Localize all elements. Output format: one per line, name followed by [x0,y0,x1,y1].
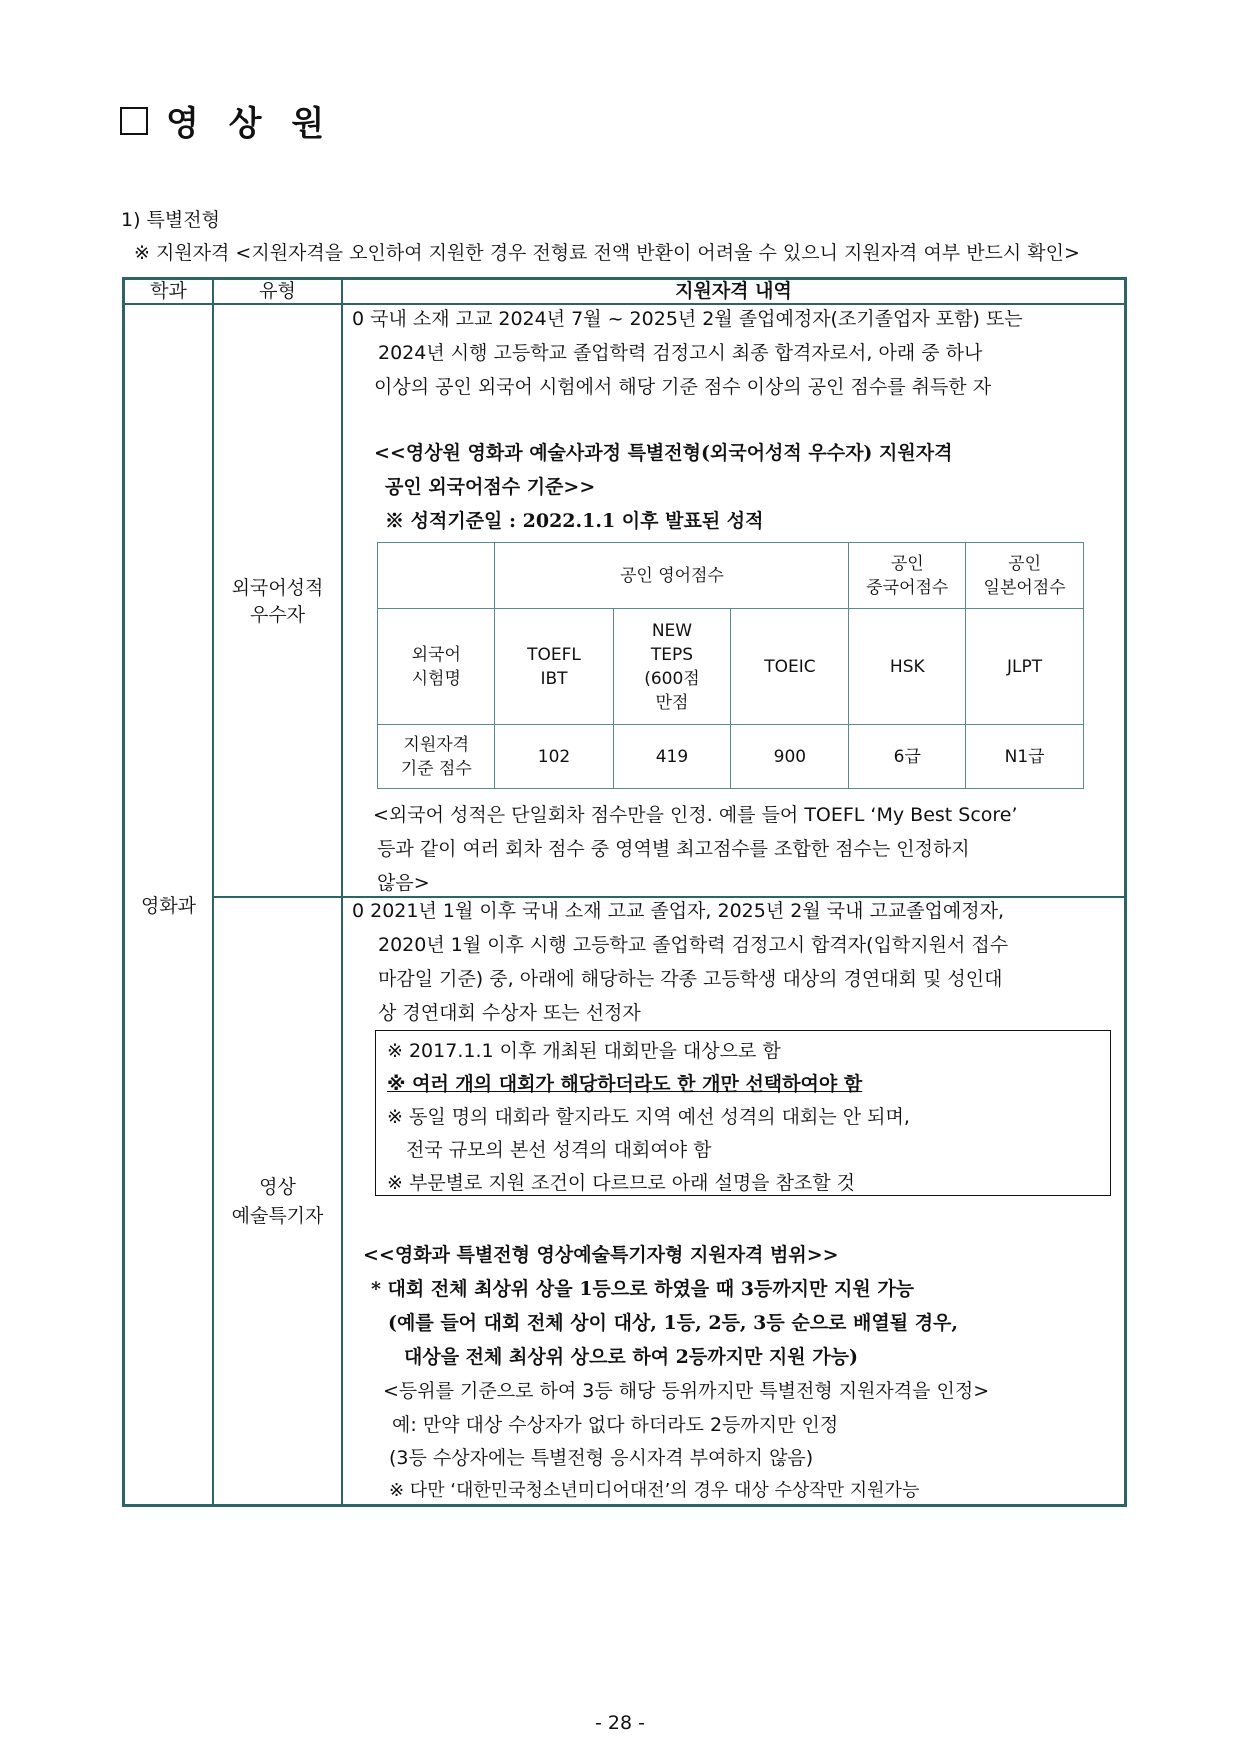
type1-footnote-line1: <외국어 성적은 단일회차 점수만을 인정. 예를 들어 TOEFL ‘My Best Score’ [373,804,1018,826]
type-foreign-language-line2: 우수자 [249,604,306,626]
hsk-cell: HSK [849,609,966,725]
teps-cell: NEW TEPS (600점 만점 [613,609,731,725]
toeic-score: 900 [731,725,849,789]
type1-footnote-line2: 등과 같이 여러 회차 점수 중 영역별 최고점수를 조합한 점수는 인정하지 [377,838,970,860]
scope-line4: <등위를 기준으로 하여 3등 해당 등위까지만 특별전형 지원자격을 인정> [383,1380,990,1402]
type-arts-talent-line2: 예술특기자 [231,1205,324,1227]
type1-intro-line3: 이상의 공인 외국어 시험에서 해당 기준 점수 이상의 공인 점수를 취득한 자 [374,376,992,398]
page-title: 영 상 원 [120,96,326,145]
english-score-header: 공인 영어점수 [495,543,849,609]
exam-name-label: 외국어 시험명 [378,609,495,725]
notice-box-line1: ※ 2017.1.1 이후 개최된 대회만을 대상으로 함 [387,1040,781,1062]
header-type: 유형 [259,280,296,302]
type2-intro-line1: 0 2021년 1월 이후 국내 소재 고교 졸업자, 2025년 2월 국내 고교졸업예정자, [352,900,1004,922]
japanese-score-header: 공인 일본어점수 [966,543,1084,609]
required-score-label: 지원자격 기준 점수 [378,725,495,789]
section-heading: 1) 특별전형 [121,209,220,231]
type-arts-talent-line1: 영상 [259,1176,296,1198]
chinese-score-header: 공인 중국어점수 [849,543,966,609]
type1-intro-line1: 0 국내 소재 고교 2024년 7월 ~ 2025년 2월 졸업예정자(조기졸업자 포함) 또는 [352,308,1023,330]
type2-intro-line3: 마감일 기준) 중, 아래에 해당하는 각종 고등학생 대상의 경연대회 및 성인대 [378,968,1003,990]
type1-criteria-title2: 공인 외국어점수 기준>> [385,476,596,498]
type1-intro-line2: 2024년 시행 고등학교 졸업학력 검정고시 최종 합격자로서, 아래 중 하나 [378,342,983,364]
type2-intro-line2: 2020년 1월 이후 시행 고등학교 졸업학력 검정고시 합격자(입학지원서 접수 [378,934,1009,956]
scope-line6: (3등 수상자에는 특별전형 응시자격 부여하지 않음) [389,1447,814,1469]
header-eligibility: 지원자격 내역 [675,280,792,302]
eligibility-note: ※ 지원자격 <지원자격을 오인하여 지원한 경우 전형료 전액 반환이 어려울 수 있으니 지원자격 여부 반드시 확인> [134,242,1080,264]
toeic-cell: TOEIC [731,609,849,725]
scope-line5: 예: 만약 대상 수상자가 없다 하더라도 2등까지만 인정 [392,1414,839,1436]
toefl-cell: TOEFL IBT [495,609,613,725]
notice-box-line4: 전국 규모의 본선 성격의 대회여야 함 [406,1139,712,1161]
scope-line7: ※ 다만 ‘대한민국청소년미디어대전’의 경우 대상 수상작만 지원가능 [389,1480,920,1501]
department-cell: 영화과 [140,895,197,917]
scope-line3: 대상을 전체 최상위 상으로 하여 2등까지만 지원 가능) [404,1346,858,1368]
header-department: 학과 [150,280,187,302]
square-bullet-icon [120,107,148,135]
notice-box-line2: ※ 여러 개의 대회가 해당하더라도 한 개만 선택하여야 함 [387,1073,863,1095]
jlpt-score: N1급 [966,725,1084,789]
teps-score: 419 [613,725,731,789]
notice-box-line5: ※ 부문별로 지원 조건이 다르므로 아래 설명을 참조할 것 [387,1172,856,1194]
scope-line1: * 대회 전체 최상위 상을 1등으로 하였을 때 3등까지만 지원 가능 [371,1278,915,1300]
score-table-corner [378,543,495,609]
type1-criteria-title1: <<영상원 영화과 예술사과정 특별전형(외국어성적 우수자) 지원자격 [374,442,953,464]
type-foreign-language-line1: 외국어성적 [231,577,324,599]
scope-title: <<영화과 특별전형 영상예술특기자형 지원자격 범위>> [363,1244,839,1266]
hsk-score: 6급 [849,725,966,789]
score-table [377,542,1084,789]
type1-footnote-line3: 않음> [377,872,430,894]
toefl-score: 102 [495,725,613,789]
page-number: - 28 - [595,1712,645,1734]
type2-intro-line4: 상 경연대회 수상자 또는 선정자 [378,1002,641,1024]
notice-box-line3: ※ 동일 명의 대회라 할지라도 지역 예선 성격의 대회는 안 되며, [387,1106,910,1128]
jlpt-cell: JLPT [966,609,1084,725]
type1-criteria-date: ※ 성적기준일 : 2022.1.1 이후 발표된 성적 [385,510,764,532]
scope-line2: (예를 들어 대회 전체 상이 대상, 1등, 2등, 3등 순으로 배열될 경우, [388,1312,959,1334]
